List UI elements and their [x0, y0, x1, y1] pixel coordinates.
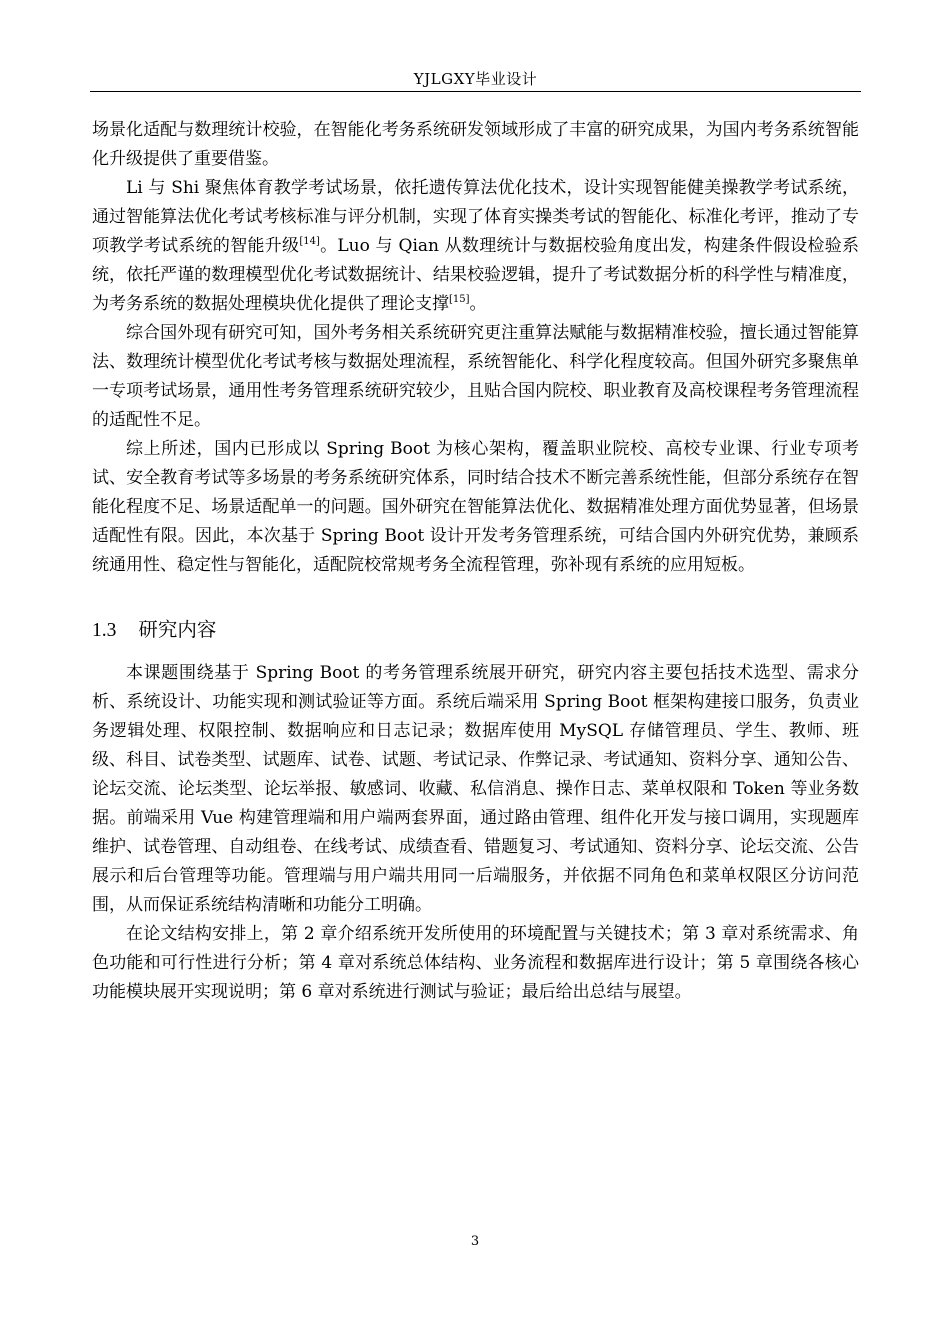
text-run: 本课题围绕基于 Spring Boot 的考务管理系统展开研究，研究内容主要包括技术选型、需求分析、系统设计、功能实现和测试验证等方面。系统后端采用 Spring Boot 框架构建接口服务，负责业务逻辑处理、权限控制、数据响应和日志记录；数据库使用 MySQL 存储管理员、学生、教师、班级、科目、试卷类型、试题库、试卷、试题、考试记录、作弊记录、考试通知、资料分享、通知公告、论坛交流、论坛类型、论坛举报、敏感词、收藏、私信消息、操作日志、菜单权限和 Token 等业务数据。前端采用 Vue 构建管理端和用户端两套界面，通过路由管理、组件化开发与接口调用，实现题库维护、试卷管理、自动组卷、在线考试、成绩查看、错题复习、考试通知、资料分享、论坛交流、公告展示和后台管理等功能。管理端与用户端共用同一后端服务，并依据不同角色和菜单权限区分访问范围，从而保证系统结构清晰和功能分工明确。: [92, 663, 859, 915]
header-rule: [90, 91, 861, 92]
text-run: 在论文结构安排上，第 2 章介绍系统开发所使用的环境配置与关键技术；第 3 章对系统需求、角色功能和可行性进行分析；第 4 章对系统总体结构、业务流程和数据库进行设计；第 5 章围绕各核心功能模块展开实现说明；第 6 章对系统进行测试与验证；最后给出总结与展望。: [92, 924, 859, 1002]
paragraph: [92, 659, 859, 920]
paragraph: [92, 116, 859, 174]
section-number: 1.3: [92, 620, 117, 641]
paragraphs-after-section: [92, 659, 859, 1007]
paragraph: [92, 319, 859, 435]
citation-ref: [14]: [299, 236, 320, 247]
running-header: YJLGXY毕业设计: [413, 70, 538, 88]
paragraph: [92, 920, 859, 1007]
paragraphs-before-section: [92, 116, 859, 580]
paragraph: [92, 174, 859, 319]
paragraph: [92, 435, 859, 580]
text-run: 。Luo 与 Qian 从数理统计与数据校验角度出发，构建条件假设检验系统，依托严谨的数理模型优化考试数据统计、结果校验逻辑，提升了考试数据分析的科学性与精准度，为考务系统的数据处理模块优化提供了理论支撑: [92, 236, 859, 314]
text-run: Li 与 Shi 聚焦体育教学考试场景，依托遗传算法优化技术，设计实现智能健美操教学考试系统，通过智能算法优化考试考核标准与评分机制，实现了体育实操类考试的智能化、标准化考评，推动了专项教学考试系统的智能升级: [92, 178, 859, 256]
text-run: 场景化适配与数理统计校验，在智能化考务系统研发领域形成了丰富的研究成果，为国内考务系统智能化升级提供了重要借鉴。: [92, 120, 859, 169]
section-heading: [92, 615, 859, 645]
page-number: 3: [470, 1234, 480, 1249]
citation-ref: [15]: [449, 294, 470, 305]
text-run: 综上所述，国内已形成以 Spring Boot 为核心架构，覆盖职业院校、高校专业课、行业专项考试、安全教育考试等多场景的考务系统研究体系，同时结合技术不断完善系统性能，但部分系统存在智能化程度不足、场景适配单一的问题。国外研究在智能算法优化、数据精准处理方面优势显著，但场景适配性有限。因此，本次基于 Spring Boot 设计开发考务管理系统，可结合国内外研究优势，兼顾系统通用性、稳定性与智能化，适配院校常规考务全流程管理，弥补现有系统的应用短板。: [92, 439, 859, 575]
text-run: 综合国外现有研究可知，国外考务相关系统研究更注重算法赋能与数据精准校验，擅长通过智能算法、数理统计模型优化考试考核与数据处理流程，系统智能化、科学化程度较高。但国外研究多聚焦单一专项考试场景，通用性考务管理系统研究较少，且贴合国内院校、职业教育及高校课程考务管理流程的适配性不足。: [92, 323, 859, 430]
body-text: [92, 116, 859, 1007]
text-run: 。: [469, 294, 487, 314]
section-title: 研究内容: [138, 618, 217, 641]
